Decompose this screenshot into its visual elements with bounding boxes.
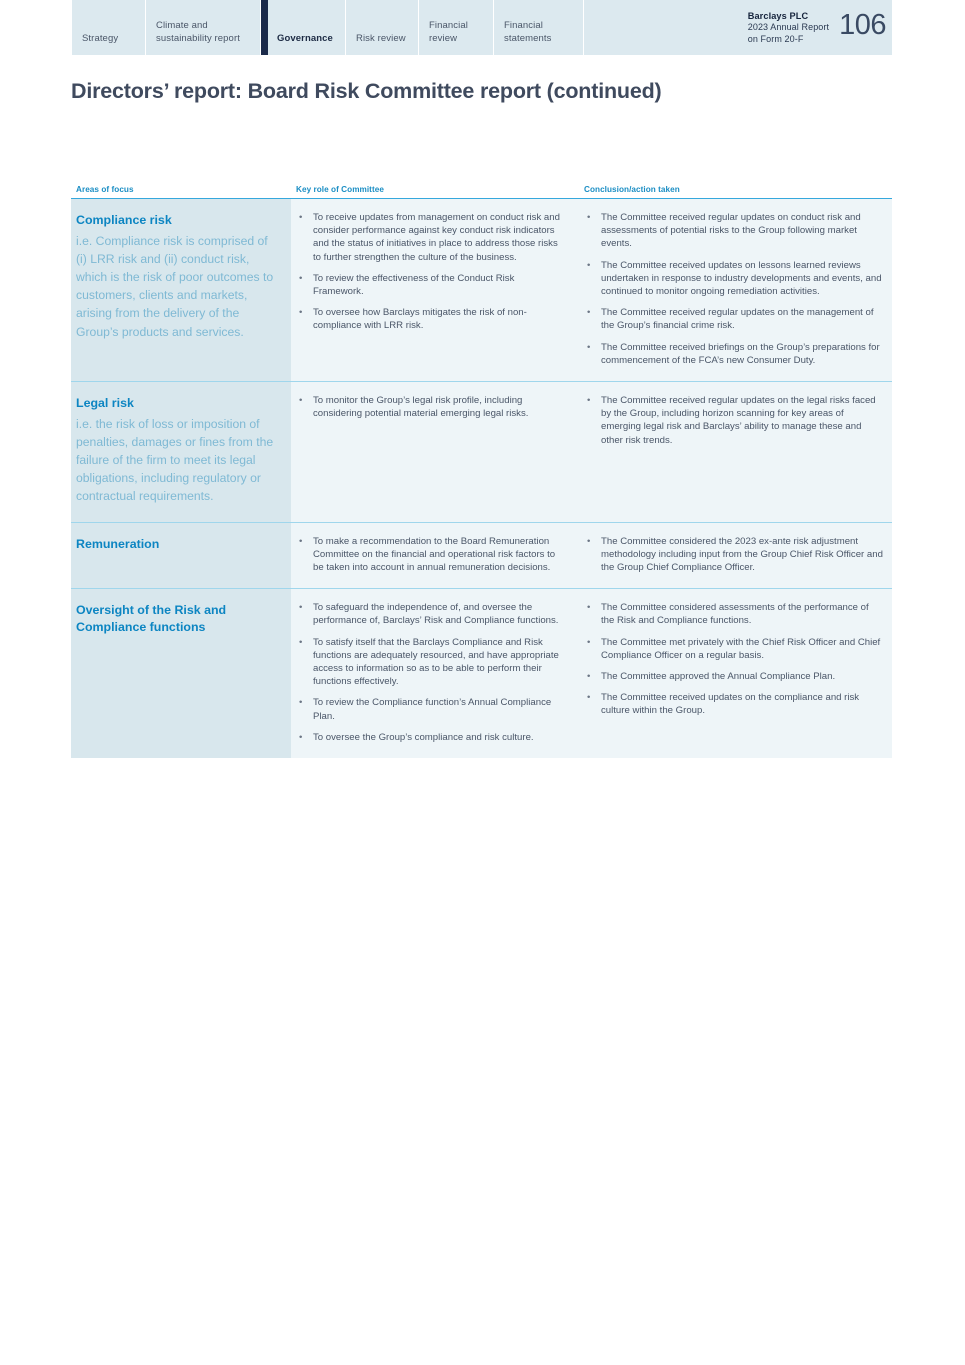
report-form-line: on Form 20-F xyxy=(747,33,804,44)
bullet-point-icon: • xyxy=(299,731,303,743)
cell-areas-of-focus xyxy=(71,382,291,522)
bullet-text: To satisfy itself that the Barclays Compliance and Risk functions are adequately resourced, and have appropriate access to information so as to be able to perform their functions effectively. xyxy=(313,636,559,688)
nav-spacer xyxy=(584,0,892,55)
nav-item-label: Risk review xyxy=(356,32,406,44)
bullet-text: To oversee the Group’s compliance and risk culture. xyxy=(313,731,534,743)
bullet-list xyxy=(584,601,884,717)
nav-item-strategy[interactable] xyxy=(71,0,146,55)
cell-areas-of-focus xyxy=(71,199,291,381)
column-header-areas-of-focus: Areas of focus xyxy=(76,185,134,194)
table-row xyxy=(71,382,892,523)
bullet-text: The Committee met privately with the Chief Risk Officer and Chief Compliance Officer on a regular basis. xyxy=(601,636,881,661)
bullet-text: The Committee received regular updates on the management of the Group’s financial crime risk. xyxy=(601,307,874,332)
bullet-list xyxy=(296,211,567,333)
bullet-point-icon: • xyxy=(299,535,303,547)
nav-item-governance[interactable] xyxy=(261,0,346,55)
cell-key-role-of-committee xyxy=(291,589,579,758)
area-of-focus-description: i.e. the risk of loss or imposition of penalties, damages or fines from the failure of the firm to meet its legal obligations, including regulatory or contractual requirements. xyxy=(76,416,274,504)
bullet-text: The Committee approved the Annual Compliance Plan. xyxy=(601,670,836,682)
bullet-item xyxy=(584,636,884,662)
bullet-text: To review the effectiveness of the Conduct Risk Framework. xyxy=(313,272,515,298)
column-header-conclusion-action-taken: Conclusion/action taken xyxy=(584,185,680,194)
bullet-point-icon: • xyxy=(299,212,303,223)
bullet-text: To oversee how Barclays mitigates the risk of non-compliance with LRR risk. xyxy=(313,307,527,332)
bullet-list xyxy=(296,601,567,744)
bullet-item xyxy=(296,731,567,744)
bullet-item xyxy=(584,211,884,251)
table-row xyxy=(71,523,892,590)
bullet-list xyxy=(296,394,567,420)
cell-conclusion-action-taken xyxy=(579,199,892,381)
bullet-text: To receive updates from management on conduct risk and consider performance against key conduct risk indicators and the status of initiatives in place to address those risks to further strengthen the culture of the business. xyxy=(313,212,560,263)
nav-item-label: Financial statements xyxy=(504,20,552,44)
active-section-marker xyxy=(261,0,268,55)
cell-conclusion-action-taken xyxy=(579,382,892,522)
bullet-item xyxy=(296,394,567,420)
report-title-line: 2023 Annual Report xyxy=(747,22,830,32)
report-identity-block xyxy=(748,1,892,46)
bullet-item xyxy=(296,211,567,264)
bullet-point-icon: • xyxy=(587,395,591,407)
bullet-point-icon: • xyxy=(587,307,591,319)
area-of-focus-description: i.e. Compliance risk is comprised of (i) LRR risk and (ii) conduct risk, which is the risk of poor outcomes to customers, clients and markets, arising from the delivery of the Group’s products and services. xyxy=(76,233,274,339)
bullet-list xyxy=(296,535,567,575)
bullet-point-icon: • xyxy=(299,395,303,407)
bullet-text: The Committee received regular updates on the legal risks faced by the Group, including horizon scanning for key areas of emerging legal risk and Barclays’ ability to manage these and other risk trends. xyxy=(601,395,876,446)
bullet-text: To make a recommendation to the Board Remuneration Committee on the financial and operational risk factors to be taken into account in annual remuneration decisions. xyxy=(313,535,556,573)
bullet-text: To monitor the Group’s legal risk profile, including considering potential material emerging legal risks. xyxy=(313,395,529,420)
bullet-item xyxy=(584,535,884,575)
bullet-point-icon: • xyxy=(299,602,303,614)
cell-conclusion-action-taken xyxy=(579,589,892,758)
cell-conclusion-action-taken xyxy=(579,523,892,589)
nav-item-label: Governance xyxy=(277,32,333,44)
bullet-item xyxy=(584,394,884,447)
cell-areas-of-focus xyxy=(71,523,291,589)
cell-areas-of-focus xyxy=(71,589,291,758)
bullet-item xyxy=(296,636,567,689)
bullet-point-icon: • xyxy=(587,670,591,682)
nav-item-climate-and-sustainability-report[interactable] xyxy=(146,0,261,55)
areas-of-focus-table xyxy=(71,185,892,758)
table-row xyxy=(71,589,892,758)
bullet-text: The Committee received updates on lessons learned reviews undertaken in response to industry developments and events, and continued to monitor ongoing remediation activities. xyxy=(601,259,882,298)
bullet-point-icon: • xyxy=(299,636,303,648)
bullet-item xyxy=(584,670,884,683)
bullet-list xyxy=(584,535,884,575)
bullet-text: The Committee considered the 2023 ex-ante risk adjustment methodology including input from the Group Chief Risk Officer and the Group Chief Compliance Officer. xyxy=(601,535,883,573)
bullet-text: The Committee considered assessments of the performance of the Risk and Compliance functions. xyxy=(601,602,869,627)
bullet-point-icon: • xyxy=(587,341,591,353)
bullet-list xyxy=(584,211,884,367)
bullet-item xyxy=(296,306,567,332)
bullet-point-icon: • xyxy=(587,259,591,271)
column-header-key-role-of-committee: Key role of Committee xyxy=(296,185,384,194)
bullet-list xyxy=(584,394,884,447)
nav-item-financial-statements[interactable] xyxy=(494,0,584,55)
bullet-item xyxy=(584,306,884,332)
bullet-text: To safeguard the independence of, and oversee the performance of, Barclays’ Risk and Compliance functions. xyxy=(313,602,559,627)
company-name: Barclays PLC xyxy=(747,10,809,21)
bullet-item xyxy=(296,696,567,722)
bullet-text: The Committee received regular updates on conduct risk and assessments of potential risks to the Group following market events. xyxy=(601,212,861,250)
page-number: 106 xyxy=(839,8,886,41)
bullet-point-icon: • xyxy=(587,535,591,547)
table-header-row xyxy=(71,185,892,199)
area-of-focus-title: Remuneration xyxy=(76,536,160,551)
area-of-focus-title: Legal risk xyxy=(76,396,134,411)
bullet-text: The Committee received updates on the compliance and risk culture within the Group. xyxy=(601,692,860,717)
bullet-point-icon: • xyxy=(587,212,591,223)
cell-key-role-of-committee xyxy=(291,199,579,381)
report-identity-text xyxy=(748,10,829,46)
nav-item-label: Strategy xyxy=(82,32,119,44)
bullet-point-icon: • xyxy=(587,636,591,648)
bullet-point-icon: • xyxy=(587,602,591,614)
page-title: Directors’ report: Board Risk Committee report (continued) xyxy=(71,79,662,104)
cell-key-role-of-committee xyxy=(291,382,579,522)
bullet-item xyxy=(296,272,567,298)
bullet-point-icon: • xyxy=(587,692,591,704)
table-row xyxy=(71,199,892,382)
bullet-item xyxy=(296,535,567,575)
nav-item-label: Financial review xyxy=(429,20,468,44)
bullet-point-icon: • xyxy=(299,697,303,709)
bullet-item xyxy=(584,691,884,717)
bullet-text: To review the Compliance function’s Annual Compliance Plan. xyxy=(313,697,552,722)
nav-item-risk-review[interactable] xyxy=(346,0,419,55)
nav-item-financial-review[interactable] xyxy=(419,0,494,55)
bullet-item xyxy=(584,341,884,367)
bullet-point-icon: • xyxy=(299,307,303,319)
cell-key-role-of-committee xyxy=(291,523,579,589)
area-of-focus-title: Oversight of the Risk and Compliance functions xyxy=(76,603,227,634)
bullet-item xyxy=(584,259,884,299)
document-nav-band xyxy=(71,0,892,55)
nav-item-label: Climate and sustainability report xyxy=(156,20,240,44)
area-of-focus-title: Compliance risk xyxy=(76,213,172,227)
bullet-item xyxy=(584,601,884,627)
bullet-item xyxy=(296,601,567,627)
table-body xyxy=(71,199,892,758)
bullet-point-icon: • xyxy=(299,272,303,284)
bullet-text: The Committee received briefings on the Group’s preparations for commencement of the FCA’s new Consumer Duty. xyxy=(601,341,880,366)
